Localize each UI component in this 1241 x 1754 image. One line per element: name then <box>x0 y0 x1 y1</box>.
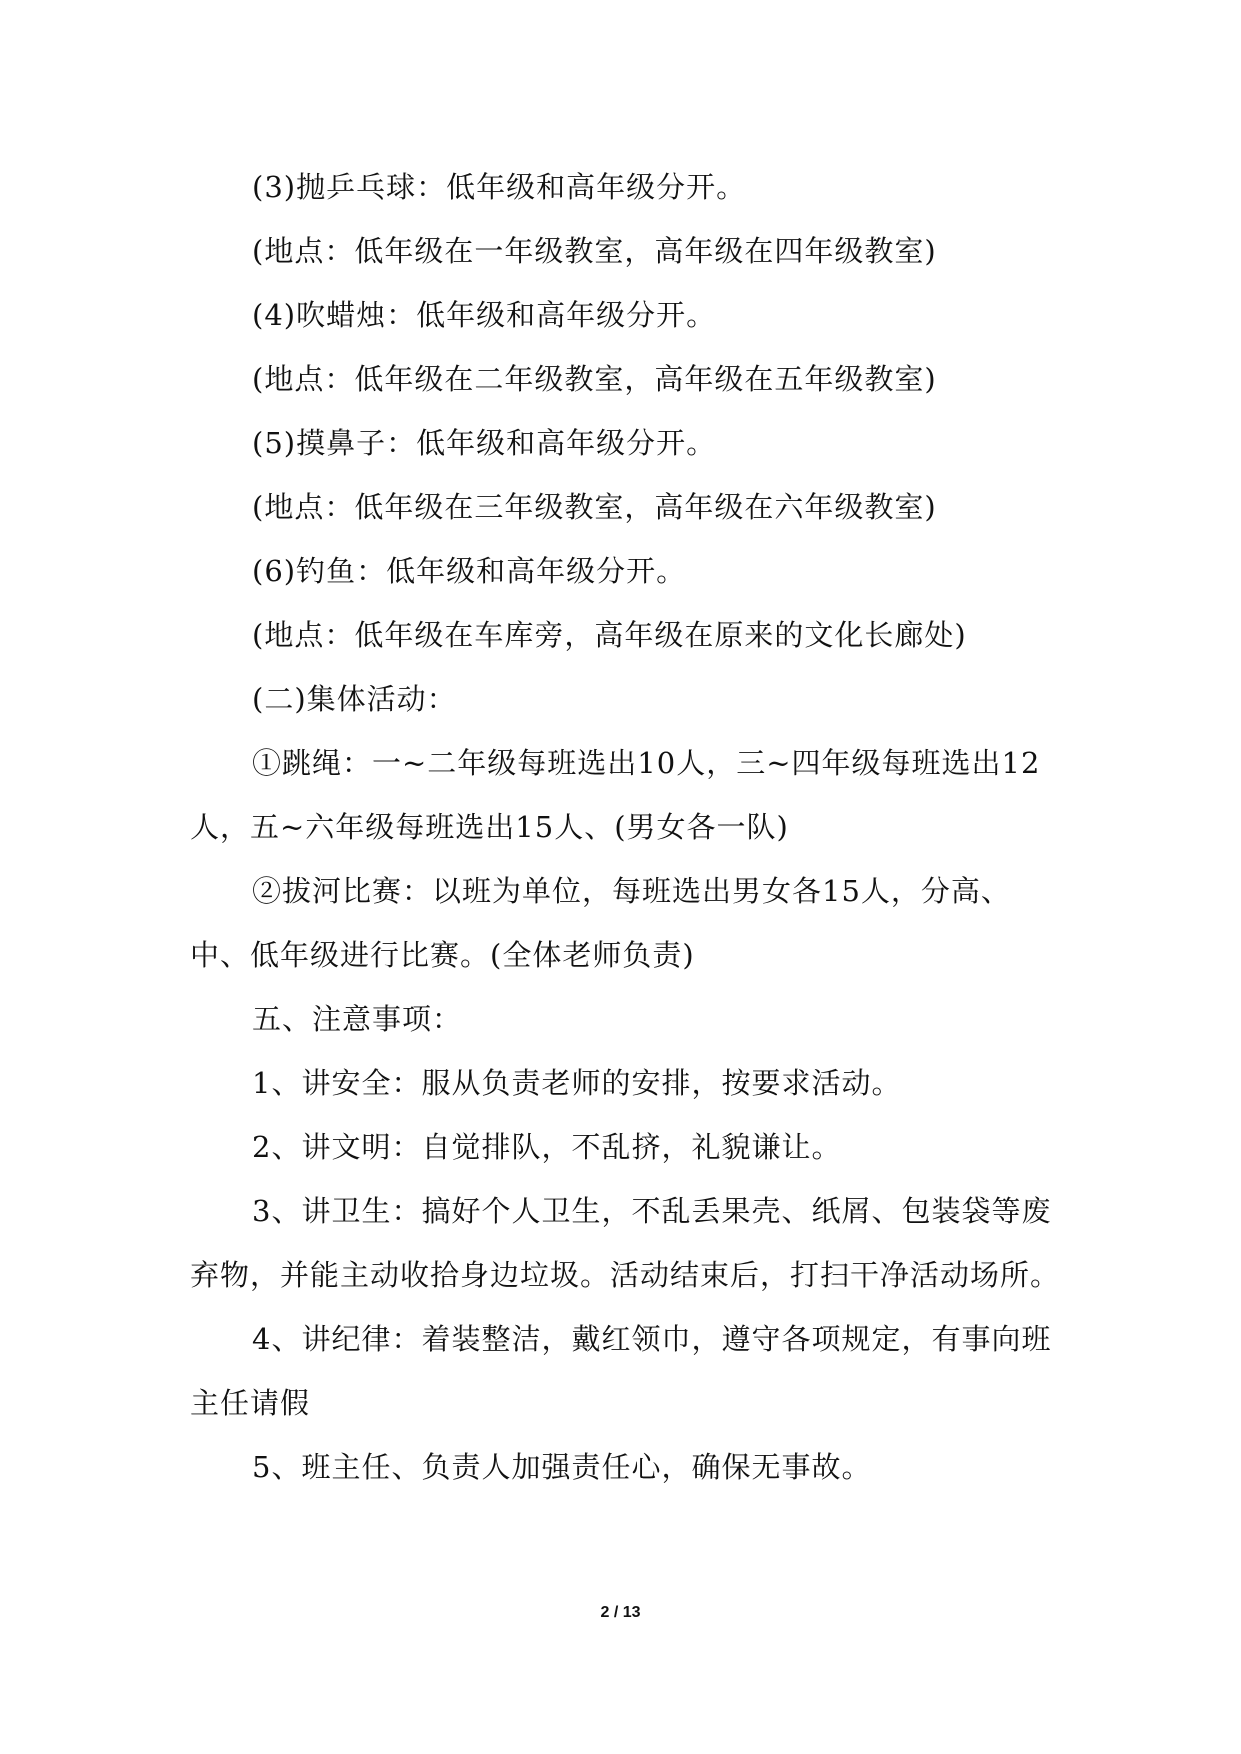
document-body <box>190 155 1060 1499</box>
paragraph-activity-5: (5)摸鼻子：低年级和高年级分开。 <box>252 426 717 460</box>
paragraph-activity-6: (6)钓鱼：低年级和高年级分开。 <box>252 554 687 588</box>
paragraph-tug-of-war: ②拔河比赛：以班为单位，每班选出男女各15人，分高、中、低年级进行比赛。(全体老师负责) <box>190 874 1011 972</box>
paragraph-note-hygiene: 3、讲卫生：搞好个人卫生，不乱丢果壳、纸屑、包装袋等废弃物，并能主动收拾身边垃圾。活动结束后，打扫干净活动场所。 <box>190 1194 1061 1292</box>
paragraph-jump-rope: ①跳绳：一~二年级每班选出10人，三~四年级每班选出12人，五~六年级每班选出15人、(男女各一队) <box>190 746 1041 844</box>
page-number: 2 / 13 <box>600 1604 641 1621</box>
paragraph-activity-4: (4)吹蜡烛：低年级和高年级分开。 <box>252 298 717 332</box>
paragraph-note-responsibility: 5、班主任、负责人加强责任心，确保无事故。 <box>252 1450 872 1484</box>
paragraph-note-civility: 2、讲文明：自觉排队，不乱挤，礼貌谦让。 <box>252 1130 842 1164</box>
paragraph-activity-3: (3)抛乒乓球：低年级和高年级分开。 <box>252 170 747 204</box>
paragraph-location-3: (地点：低年级在一年级教室，高年级在四年级教室) <box>252 234 937 268</box>
section-heading-notes: 五、注意事项： <box>252 1002 463 1036</box>
paragraph-location-4: (地点：低年级在二年级教室，高年级在五年级教室) <box>252 362 937 396</box>
section-heading-group-activities: (二)集体活动： <box>252 682 457 716</box>
paragraph-note-safety: 1、讲安全：服从负责老师的安排，按要求活动。 <box>252 1066 902 1100</box>
paragraph-note-discipline: 4、讲纪律：着装整洁，戴红领巾，遵守各项规定，有事向班主任请假 <box>190 1322 1052 1420</box>
paragraph-location-6: (地点：低年级在车库旁，高年级在原来的文化长廊处) <box>252 618 967 652</box>
paragraph-location-5: (地点：低年级在三年级教室，高年级在六年级教室) <box>252 490 937 524</box>
